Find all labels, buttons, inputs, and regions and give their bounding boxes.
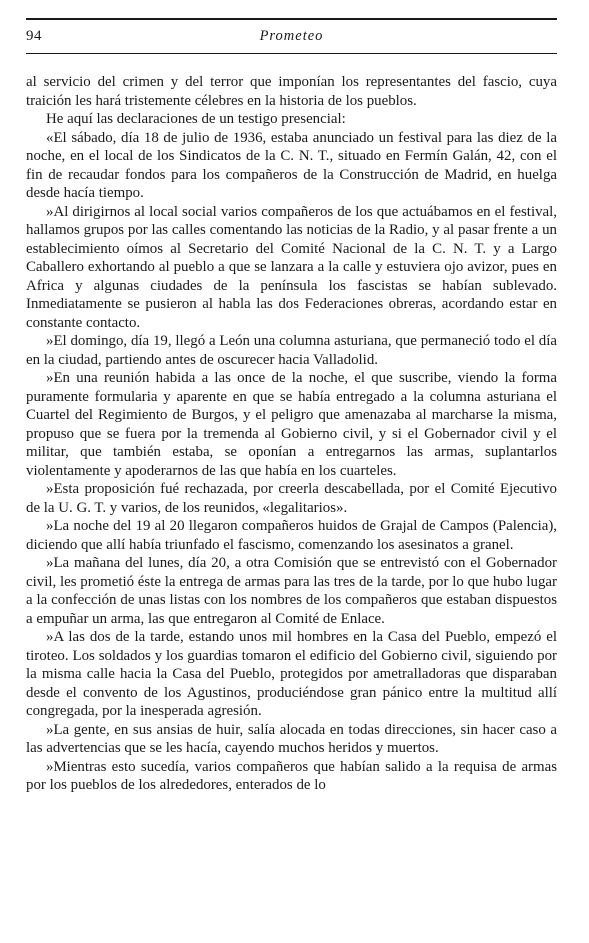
paragraph: «El sábado, día 18 de julio de 1936, estaba anunciado un festival para las diez de la noche, en el local de los Sindicatos de la C. N. T., situado en Fermín Galán, 42, con el fin de recaudar fondos para los compañeros de la Construcción de Madrid, en huelga desde hacía tiempo. — [26, 129, 557, 201]
paragraph: »A las dos de la tarde, estando unos mil hombres en la Casa del Pueblo, empezó el tiroteo. Los soldados y los guardias tomaron el edificio del Gobierno civil, siguiendo por la misma calle hacia la Casa del Pueblo, protegidos por ametralladoras que disparaban desde el convento de los Agustinos, produciéndose gran pánico entre la multitud allí congregada, por la inesperada agresión. — [26, 629, 557, 719]
body-text — [26, 73, 557, 795]
header-rule — [26, 53, 557, 54]
paragraph: »Al dirigirnos al local social varios compañeros de los que actuábamos en el festival, hallamos grupos por las calles comentando las noticias de la Radio, y al pasar frente a un establecimiento oímos al Secretario del Comité Nacional de la C. N. T. y a Largo Caballero exhortando al pueblo a que se lanzara a la calle y estuviera ojo avizor, pues en Africa y algunas ciudades de la península los fascistas se habían sublevado. Inmediatamente se pusieron al habla las dos Federaciones obreras, acordando estar en constante contacto. — [26, 203, 557, 331]
running-title: Prometeo — [259, 28, 324, 44]
paragraph: al servicio del crimen y del terror que imponían los representantes del fascio, cuya traición les hará tristemente célebres en la historia de los pueblos. — [26, 74, 557, 109]
paragraph: »En una reunión habida a las once de la noche, el que suscribe, viendo la forma puramente formularia y aparente en que se había entregado a la columna asturiana el Cuartel del Regimiento de Burgos, y el peligro que amenazaba al marcharse la misma, propuso que se fuera por la tremenda al Gobierno civil, y si el Gobernador civil y el militar, que también estaba, se oponían a entregarnos las armas, suplantarlos violentamente y apoderarnos de las que había en los cuarteles. — [26, 370, 557, 479]
page-header — [26, 28, 557, 48]
paragraph: »La gente, en sus ansias de huir, salía alocada en todas direcciones, sin hacer caso a las advertencias que se les hacía, cayendo muchos heridos y muertos. — [26, 721, 557, 756]
top-rule — [26, 18, 557, 20]
paragraph: »La mañana del lunes, día 20, a otra Comisión que se entrevistó con el Gobernador civil, les prometió éste la entrega de armas para las tres de la tarde, por lo que hubo lugar a la confección de unas listas con los nombres de los compañeros que estaban dispuestos a empuñar un arma, las que entregaron al Comité de Enlace. — [26, 555, 557, 627]
paragraph: He aquí las declaraciones de un testigo presencial: — [46, 111, 346, 127]
paragraph: »La noche del 19 al 20 llegaron compañeros huidos de Grajal de Campos (Palencia), diciendo que allí había triunfado el fascismo, comenzando los asesinatos a granel. — [26, 518, 557, 553]
paragraph: »Mientras esto sucedía, varios compañeros que habían salido a la requisa de armas por los pueblos de los alrededores, enterados de lo — [26, 758, 557, 793]
paragraph: »El domingo, día 19, llegó a León una columna asturiana, que permaneció todo el día en la ciudad, partiendo antes de oscurecer hacia Valladolid. — [26, 333, 557, 368]
paragraph: »Esta proposición fué rechazada, por creerla descabellada, por el Comité Ejecutivo de la U. G. T. y varios, de los reunidos, «legalitarios». — [26, 481, 557, 516]
page-number: 94 — [26, 28, 42, 44]
